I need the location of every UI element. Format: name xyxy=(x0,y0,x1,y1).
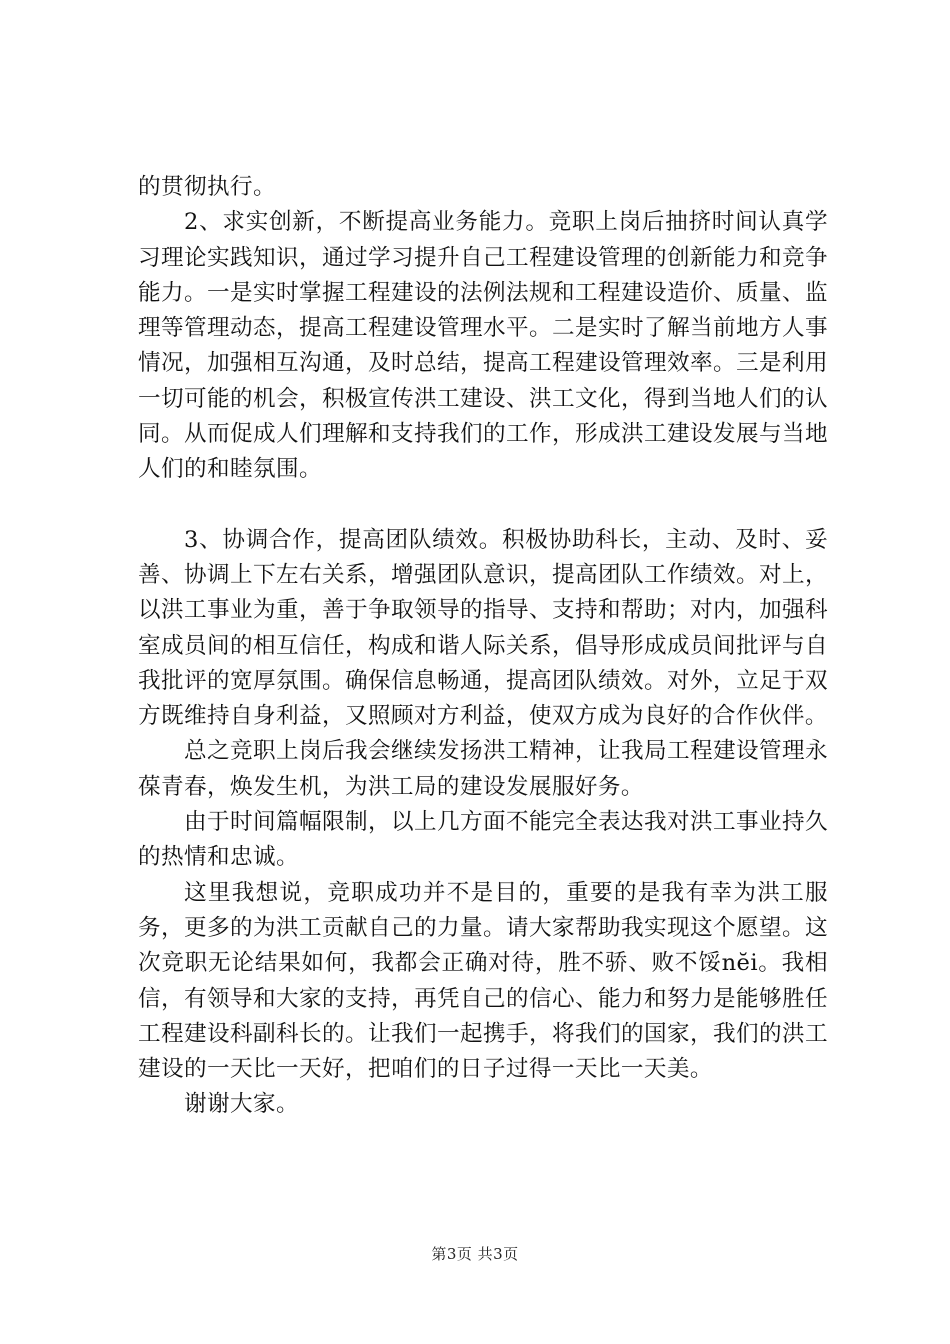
paragraph-closing: 这里我想说，竞职成功并不是目的，重要的是我有幸为洪工服务，更多的为洪工贡献自己的力量。请大家帮助我实现这个愿望。这次竞职无论结果如何，我都会正确对待，胜不骄、败不馁nĕi。我相信，有领导和大家的支持，再凭自己的信心、能力和努力是能够胜任工程建设科副科长的。让我们一起携手，将我们的国家，我们的洪工建设的一天比一天好，把咱们的日子过得一天比一天美。 xyxy=(138,879,828,1083)
paragraph-limitation: 由于时间篇幅限制，以上几方面不能完全表达我对洪工事业持久的热情和忠诚。 xyxy=(138,809,828,871)
paragraph-item-3: 3、协调合作，提高团队绩效。积极协助科长，主动、及时、妥善、协调上下左右关系，增强团队意识，提高团队工作绩效。对上，以洪工事业为重，善于争取领导的指导、支持和帮助；对内，加强科室成员间的相互信任，构成和谐人际关系，倡导形成成员间批评与自我批评的宽厚氛围。确保信息畅通，提高团队绩效。对外，立足于双方既维持自身利益，又照顾对方利益，使双方成为良好的合作伙伴。 xyxy=(138,526,828,730)
paragraph-item-2: 2、求实创新，不断提高业务能力。竞职上岗后抽挤时间认真学习理论实践知识，通过学习提升自己工程建设管理的创新能力和竞争能力。一是实时掌握工程建设的法例法规和工程建设造价、质量、监理等管理动态，提高工程建设管理水平。二是实时了解当前地方人事情况，加强相互沟通，及时总结，提高工程建设管理效率。三是利用一切可能的机会，积极宣传洪工建设、洪工文化，得到当地人们的认同。从而促成人们理解和支持我们的工作，形成洪工建设发展与当地人们的和睦氛围。 xyxy=(138,209,828,483)
paragraph-continuation: 的贯彻执行。 xyxy=(138,174,276,200)
page-number-footer: 第3页 共3页 xyxy=(431,1245,519,1263)
paragraph-summary: 总之竞职上岗后我会继续发扬洪工精神，让我局工程建设管理永葆青春，焕发生机，为洪工局的建设发展服好务。 xyxy=(138,738,828,800)
document-body xyxy=(138,170,828,1123)
paragraph-thanks: 谢谢大家。 xyxy=(184,1091,299,1118)
